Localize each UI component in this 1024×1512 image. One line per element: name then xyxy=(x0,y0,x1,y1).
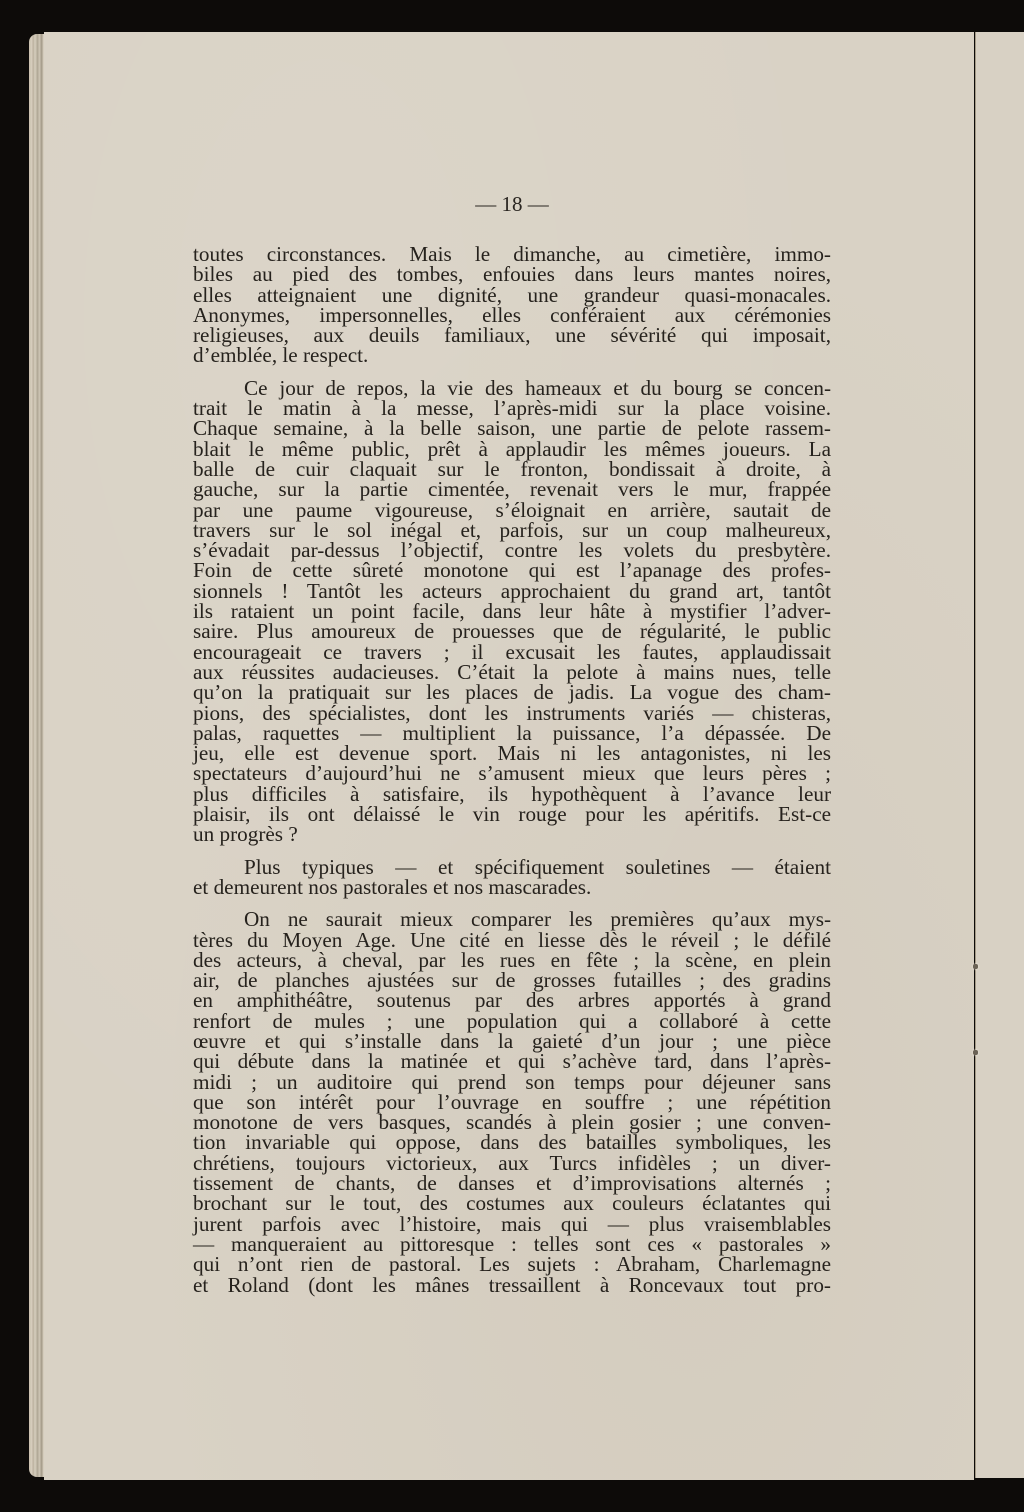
text-line: qui n’ont rien de pastoral. Les sujets : Abraham, Charlemagne xyxy=(193,1252,831,1277)
text-line: trait le matin à la messe, l’après-midi sur la place voisine. xyxy=(193,396,831,421)
paragraph xyxy=(193,854,831,899)
text-line: tères du Moyen Age. Une cité en liesse dès le réveil ; le défilé xyxy=(193,927,831,952)
text-line: qu’on la pratiquait sur les places de jadis. La vogue des cham- xyxy=(193,680,831,705)
text-line: qui débute dans la matinée et qui s’achève tard, dans l’après- xyxy=(193,1049,831,1074)
text-line: monotone de vers basques, scandés à plein gosier ; une conven- xyxy=(193,1110,831,1135)
text-line: brochant sur le tout, des costumes aux couleurs éclatantes qui xyxy=(193,1191,831,1216)
text-line: — manqueraient au pittoresque : telles sont ces « pastorales » xyxy=(193,1231,831,1256)
text-line: plaisir, ils ont délaissé le vin rouge pour les apéritifs. Est-ce xyxy=(193,802,831,827)
text-line: s’évadait par-dessus l’objectif, contre les volets du presbytère. xyxy=(193,538,831,563)
text-line: midi ; un auditoire qui prend son temps pour déjeuner sans xyxy=(193,1069,831,1094)
text-line: tion invariable qui oppose, dans des batailles symboliques, les xyxy=(193,1130,831,1155)
text-line: Ce jour de repos, la vie des hameaux et du bourg se concen- xyxy=(244,375,831,400)
text-line: et Roland (dont les mânes tressaillent à Roncevaux tout pro- xyxy=(193,1272,831,1297)
text-line: Anonymes, impersonnelles, elles conféraient aux cérémonies xyxy=(193,302,831,327)
paragraph xyxy=(193,909,831,1295)
text-line: pions, des spécialistes, dont les instruments variés — chisteras, xyxy=(193,700,831,725)
text-line: palas, raquettes — multiplient la puissance, l’a dépassée. De xyxy=(193,720,831,745)
text-line: travers sur le sol inégal et, parfois, sur un coup malheureux, xyxy=(193,517,831,542)
text-line: jeu, elle est devenue sport. Mais ni les antagonistes, ni les xyxy=(193,741,831,766)
text-line: sionnels ! Tantôt les acteurs approchaient du grand art, tantôt xyxy=(193,578,831,603)
text-line: On ne saurait mieux comparer les premières qu’aux mys- xyxy=(244,907,831,932)
text-line: chrétiens, toujours victorieux, aux Turcs infidèles ; un diver- xyxy=(193,1150,831,1175)
facing-page-edge xyxy=(975,32,1024,1478)
text-line: œuvre et qui s’installe dans la gaieté d’un jour ; une pièce xyxy=(193,1028,831,1053)
text-line: d’emblée, le respect. xyxy=(193,343,369,368)
text-line: en amphithéâtre, soutenus par des arbres apportés à grand xyxy=(193,988,831,1013)
text-line: Plus typiques — et spécifiquement souletines — étaient xyxy=(244,854,831,879)
text-line: aux réussites audacieuses. C’était la pelote à mains nues, telle xyxy=(193,659,831,684)
text-line: gauche, sur la partie cimentée, revenait vers le mur, frappée xyxy=(193,477,831,502)
staple-icon xyxy=(973,964,978,969)
text-line: ils rataient un point facile, dans leur hâte à mystifier l’adver- xyxy=(193,599,831,624)
text-line: un progrès ? xyxy=(193,822,298,847)
text-line: Chaque semaine, à la belle saison, une partie de pelote rassem- xyxy=(193,416,831,441)
text-line: par une paume vigoureuse, s’éloignait en arrière, sautait de xyxy=(193,497,831,522)
text-line: biles au pied des tombes, enfouies dans leurs mantes noires, xyxy=(193,262,831,287)
text-line: plus difficiles à satisfaire, ils hypothèquent à l’avance leur xyxy=(193,781,831,806)
staple-icon xyxy=(973,1050,978,1055)
text-line: balle de cuir claquait sur le fronton, bondissait à droite, à xyxy=(193,456,831,481)
text-line: air, de planches ajustées sur de grosses futailles ; des gradins xyxy=(193,968,831,993)
text-line: spectateurs d’aujourd’hui ne s’amusent mieux que leurs pères ; xyxy=(193,761,831,786)
text-line: religieuses, aux deuils familiaux, une sévérité qui imposait, xyxy=(193,323,831,348)
text-line: encourageait ce travers ; il excusait les fautes, applaudissait xyxy=(193,639,831,664)
text-line: des acteurs, à cheval, par les rues en fête ; la scène, en plein xyxy=(193,947,831,972)
text-line: que son intérêt pour l’ouvrage en souffre ; une répétition xyxy=(193,1089,831,1114)
text-line: elles atteignaient une dignité, une grandeur quasi-monacales. xyxy=(193,282,831,307)
text-line: Foin de cette sûreté monotone qui est l’apanage des profes- xyxy=(193,558,831,583)
paragraph xyxy=(193,244,831,366)
text-line: et demeurent nos pastorales et nos mascarades. xyxy=(193,874,592,899)
text-line: renfort de mules ; une population qui a collaboré à cette xyxy=(193,1008,831,1033)
paragraph xyxy=(193,375,831,847)
text-line: blait le même public, prêt à applaudir les mêmes joueurs. La xyxy=(193,436,831,461)
text-line: toutes circonstances. Mais le dimanche, au cimetière, immo- xyxy=(193,242,831,266)
text-line: tissement de chants, de danses et d’improvisations alternés ; xyxy=(193,1171,831,1196)
text-line: jurent parfois avec l’histoire, mais qui — plus vraisemblables xyxy=(193,1211,831,1236)
body-text xyxy=(193,244,831,1307)
page-number: — 18 — xyxy=(475,192,549,216)
text-line: saire. Plus amoureux de prouesses que de régularité, le public xyxy=(193,619,831,644)
